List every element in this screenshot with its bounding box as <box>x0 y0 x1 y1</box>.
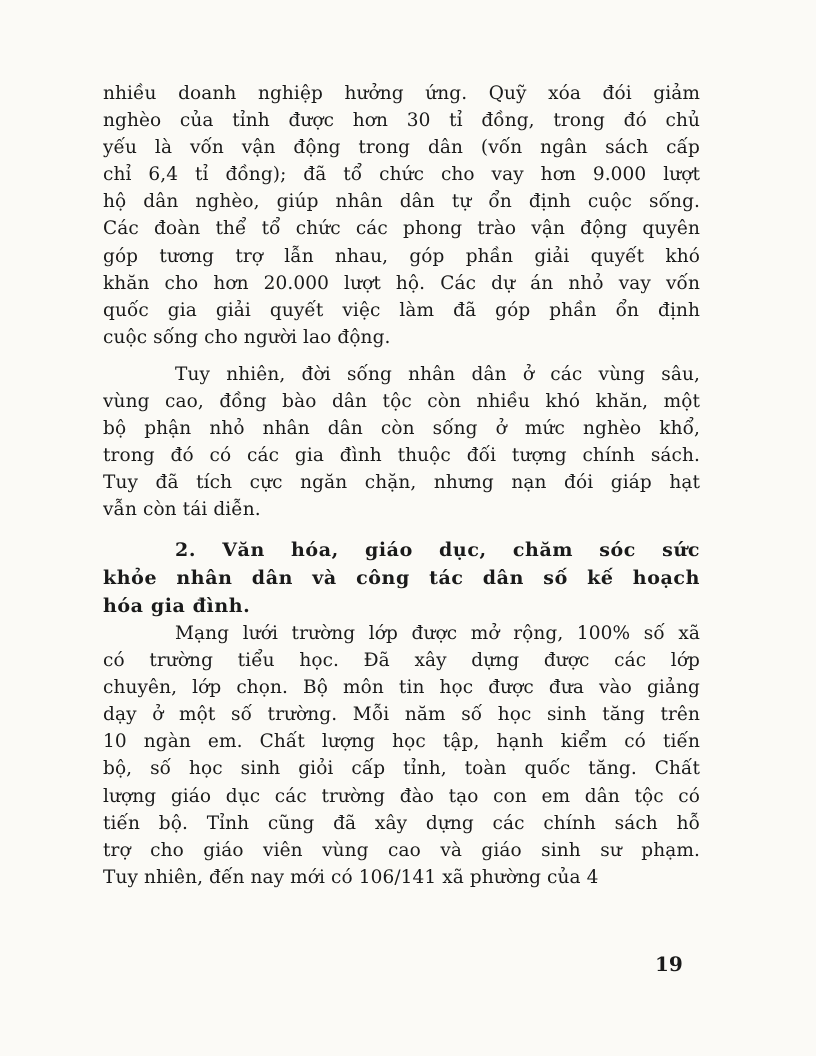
section-heading <box>103 536 700 620</box>
text-line: dạy ở một số trường. Mỗi năm số học sinh tăng trên <box>103 704 700 726</box>
text-line: bộ phận nhỏ nhân dân còn sống ở mức nghèo khổ, <box>103 418 700 440</box>
text-line: yếu là vốn vận động trong dân (vốn ngân sách cấp <box>103 137 700 159</box>
text-line: Tuy nhiên, đời sống nhân dân ở các vùng sâu, <box>175 364 700 385</box>
text-line: hóa gia đình. <box>103 595 251 617</box>
text-line: Tuy đã tích cực ngăn chặn, nhưng nạn đói giáp hạt <box>103 472 700 494</box>
text-line: khỏe nhân dân và công tác dân số kế hoạch <box>103 567 700 589</box>
text-line: cuộc sống cho người lao động. <box>103 326 391 348</box>
text-line: Tuy nhiên, đến nay mới có 106/141 xã phường của 4 <box>103 866 599 888</box>
text-line: tiến bộ. Tỉnh cũng đã xây dựng các chính sách hỗ <box>103 812 700 834</box>
text-line: Các đoàn thể tổ chức các phong trào vận động quyên <box>103 218 700 240</box>
text-line: chuyên, lớp chọn. Bộ môn tin học được đưa vào giảng <box>103 677 700 699</box>
text-line: trợ cho giáo viên vùng cao và giáo sinh sư phạm. <box>103 839 700 861</box>
text-line: 10 ngàn em. Chất lượng học tập, hạnh kiểm có tiến <box>103 731 700 753</box>
text-line: nhiều doanh nghiệp hưởng ứng. Quỹ xóa đói giảm <box>103 83 700 104</box>
text-line: bộ, số học sinh giỏi cấp tỉnh, toàn quốc tăng. Chất <box>103 758 700 780</box>
text-line: trong đó có các gia đình thuộc đối tượng chính sách. <box>103 445 700 467</box>
text-line: Mạng lưới trường lớp được mở rộng, 100% số xã <box>175 623 700 644</box>
text-line: có trường tiểu học. Đã xây dựng được các lớp <box>103 650 700 672</box>
text-line: chỉ 6,4 tỉ đồng); đã tổ chức cho vay hơn 9.000 lượt <box>103 164 700 186</box>
text-line: nghèo của tỉnh được hơn 30 tỉ đồng, trong đó chủ <box>103 110 700 132</box>
paragraph-poverty-fund <box>103 80 700 351</box>
text-line: hộ dân nghèo, giúp nhân dân tự ổn định cuộc sống. <box>103 191 700 213</box>
text-line: quốc gia giải quyết việc làm đã góp phần ổn định <box>103 299 700 321</box>
text-line: khăn cho hơn 20.000 lượt hộ. Các dự án nhỏ vay vốn <box>103 272 700 294</box>
paragraph-remaining-difficulties <box>103 361 700 524</box>
page-number: 19 <box>655 952 683 976</box>
text-line: vẫn còn tái diễn. <box>103 499 261 521</box>
text-line: 2. Văn hóa, giáo dục, chăm sóc sức <box>175 539 700 561</box>
text-line: góp tương trợ lẫn nhau, góp phần giải quyết khó <box>103 245 700 267</box>
text-line: lượng giáo dục các trường đào tạo con em dân tộc có <box>103 785 700 807</box>
paragraph-education <box>103 620 700 891</box>
text-line: vùng cao, đồng bào dân tộc còn nhiều khó khăn, một <box>103 391 700 413</box>
